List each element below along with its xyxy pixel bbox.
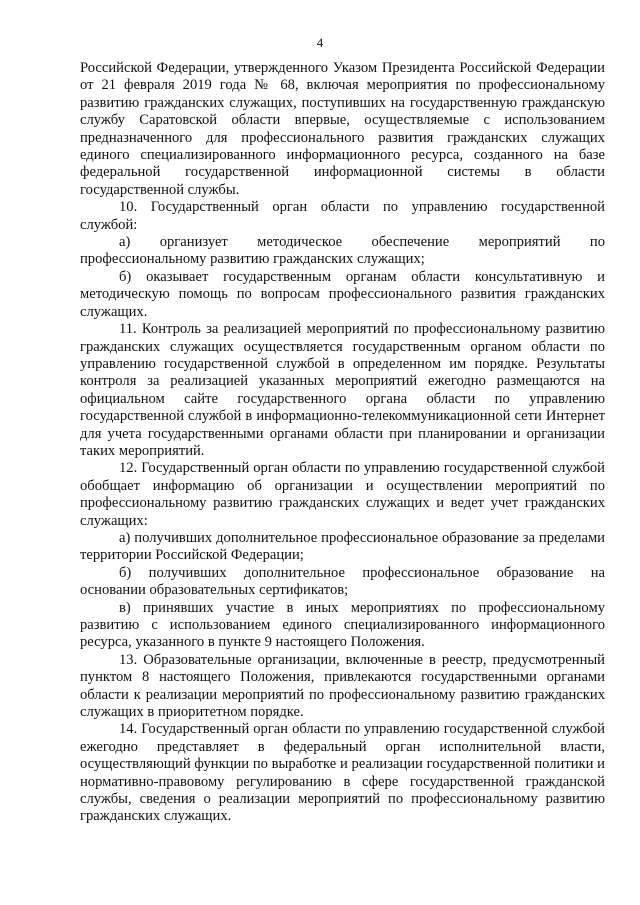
paragraph-item-14: 14. Государственный орган области по управлению государственной службой ежегодно представляет в федеральный орган исполнительной власти, осуществляющий функции по выработке и реализации государственной политики и нормативно-правовому регулированию в сфере государственной гражданской службы, сведения о реализации мероприятий по профессиональному развитию гражданских служащих. bbox=[80, 721, 605, 825]
paragraph-item-12b: б) получивших дополнительное профессиональное образование на основании образовательных сертификатов; bbox=[80, 564, 605, 599]
paragraph-item-12: 12. Государственный орган области по управлению государственной службой обобщает информацию об организации и осуществлении мероприятий по профессиональному развитию гражданских служащих и ведет учет гражданских служащих: bbox=[80, 460, 605, 529]
paragraph-item-13: 13. Образовательные организации, включенные в реестр, предусмотренный пунктом 8 настоящего Положения, привлекаются государственными органами области к реализации мероприятий по профессиональному развитию гражданских служащих в приоритетном порядке. bbox=[80, 651, 605, 721]
document-body bbox=[80, 60, 605, 826]
paragraph-item-10: 10. Государственный орган области по управлению государственной службой: bbox=[80, 199, 605, 233]
paragraph-item-12c: в) принявших участие в иных мероприятиях по профессиональному развитию с использованием единого специализированного информационного ресурса, указанного в пункте 9 настоящего Положения. bbox=[80, 599, 605, 651]
paragraph-continuation: Российской Федерации, утвержденного Указом Президента Российской Федерации от 21 февраля 2019 года № 68, включая мероприятия по профессиональному развитию гражданских служащих, поступивших на государственную гражданскую службу Саратовской области впервые, осуществляемые с использованием предназначенного для профессионального развития гражданских служащих единого специализированного информационного ресурса, созданного на базе федеральной государственной информационной системы в области государственной службы. bbox=[80, 60, 605, 198]
paragraph-item-12a: а) получивших дополнительное профессиональное образование за пределами территории Российской Федерации; bbox=[80, 529, 605, 564]
page-number: 4 bbox=[316, 35, 324, 50]
paragraph-item-10b: б) оказывает государственным органам области консультативную и методическую помощь по вопросам профессионального развития гражданских служащих. bbox=[80, 268, 605, 320]
paragraph-item-10a: а) организует методическое обеспечение мероприятий по профессиональному развитию гражданских служащих; bbox=[80, 234, 605, 268]
paragraph-item-11: 11. Контроль за реализацией мероприятий по профессиональному развитию гражданских служащих осуществляется государственным органом области по управлению государственной службой в определенном им порядке. Результаты контроля за реализацией указанных мероприятий ежегодно размещаются на официальном сайте государственного органа области по управлению государственной службой в информационно-телекоммуникационной сети Интернет для учета государственными органами области при планировании и организации таких мероприятий. bbox=[80, 321, 605, 459]
